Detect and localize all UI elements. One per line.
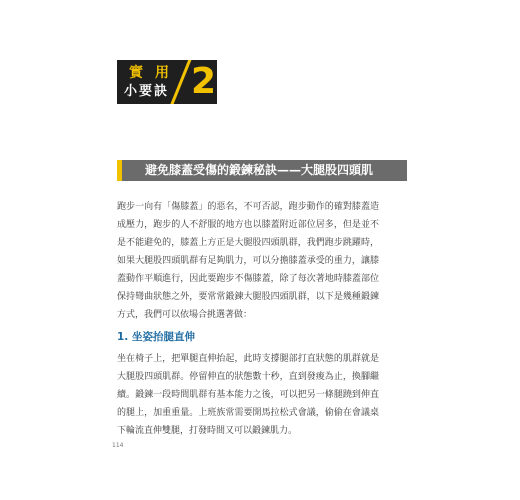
badge-label-top: 實用 — [129, 65, 181, 81]
badge-label-bottom: 小要訣 — [124, 84, 170, 99]
intro-paragraph: 跑步一向有「傷膝蓋」的惡名，不可否認，跑步動作的確對膝蓋造成壓力，跑步的人不舒服的地方也以膝蓋附近部位居多，但是並不是不能避免的，膝蓋上方正是大腿股四頭肌群，我們跑步跳躍時，如果大腿股四頭肌群有足夠肌力，可以分擔膝蓋承受的重力，讓膝蓋動作平順進行，因此要跑步不傷膝蓋，除了每次著地時膝蓋部位保持彎曲狀態之外，要常常鍛鍊大腿股四頭肌群，以下是幾種鍛鍊方式，我們可以依場合挑選著做： — [117, 202, 379, 320]
tip-badge — [117, 60, 217, 104]
page-number: 114 — [112, 442, 124, 449]
exercise-subheading: 1. 坐姿抬腿直伸 — [117, 331, 195, 343]
exercise-paragraph: 坐在椅子上，把單腿直伸抬起，此時支撐腿部打直狀態的肌群就是大腿股四頭肌群。停留伸直的狀態數十秒，直到發痠為止，換腳繼續。鍛鍊一段時間肌群有基本能力之後，可以把另一條腿蹺到伸直的腿上，加重重量。上班族常需要開馬拉松式會議，偷偷在會議桌下輪流直伸雙腿，打發時間又可以鍛鍊肌力。 — [117, 354, 379, 436]
section-title: 避免膝蓋受傷的鍛鍊秘訣——大腿股四頭肌 — [145, 163, 374, 177]
section-heading-bar — [117, 160, 407, 181]
badge-number: 2 — [191, 61, 217, 102]
section-accent-strip — [117, 160, 122, 181]
